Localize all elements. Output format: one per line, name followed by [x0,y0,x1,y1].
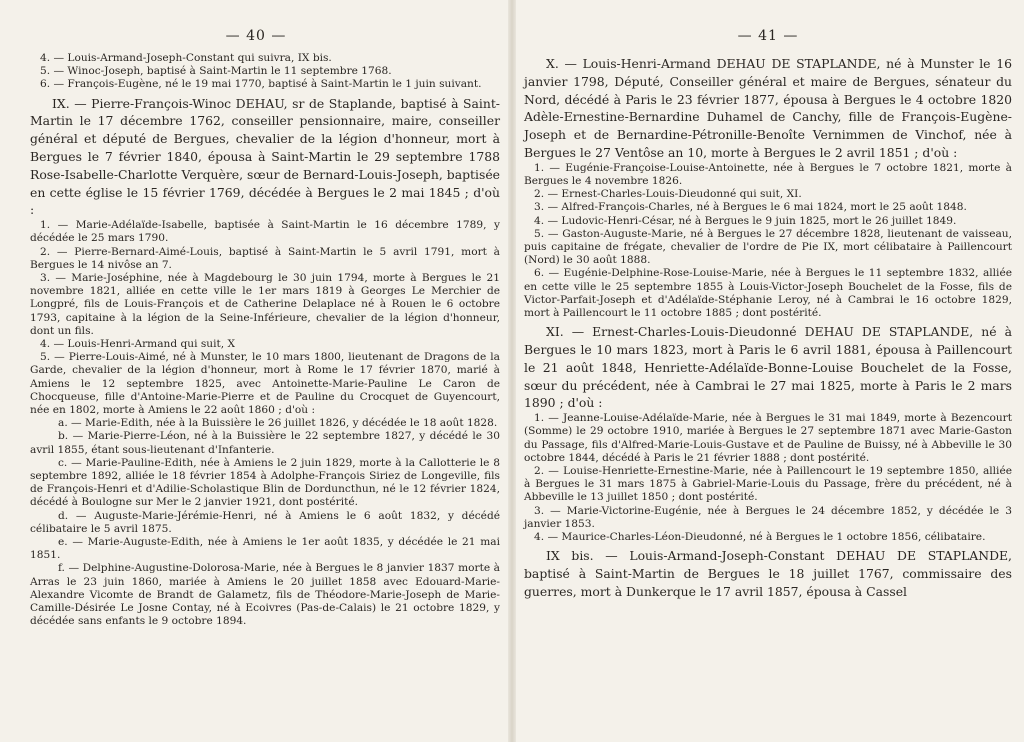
paragraph: 3. — Marie-Victorine-Eugénie, née à Bergues le 24 décembre 1852, y décédée le 3 janvier 1853. [524,504,1012,530]
page-number-left: — 40 — [225,28,287,44]
paragraph: 1. — Eugénie-Françoise-Louise-Antoinette, née à Bergues le 7 octobre 1821, morte à Bergues le 4 novembre 1826. [524,161,1012,187]
paragraph: 3. — Alfred-François-Charles, né à Bergues le 6 mai 1824, mort le 25 août 1848. [534,201,967,214]
paragraph: IX. — Pierre-François-Winoc DEHAU, sr de Staplande, baptisé à Saint-Martin le 17 décembre 1762, conseiller pensionnaire, maire, conseiller général et député de Bergues, chevalier de la légion d'honneur, mort à Bergues le 7 février 1840, épousa à Saint-Martin le 29 septembre 1788 Rose-Isabelle-Charlotte Verquère, sœur de Bernard-Louis-Joseph, baptisée en cette église le 15 février 1769, décédée à Bergues le 2 mai 1845 ; d'où : [30,95,500,218]
left-page-text [30,52,500,628]
paragraph: 3. — Marie-Joséphine, née à Magdebourg le 30 juin 1794, morte à Bergues le 21 novembre 1821, alliée en cette ville le 1er mars 1819 à Georges Le Merchier de Longpré, fils de Louis-François et de Catherine Delaplace né à Rouen le 6 octobre 1793, capitaine à la légion de la Seine-Inférieure, chevalier de la légion d'honneur, dont un fils. [30,272,500,337]
paragraph: 6. — Eugénie-Delphine-Rose-Louise-Marie, née à Bergues le 11 septembre 1832, alliée en cette ville le 25 septembre 1855 à Louis-Victor-Joseph Bouchelet de la Fosse, fils de Victor-Parfait-Joseph et d'Adélaïde-Stéphanie Leroy, né à Cambrai le 16 octobre 1829, mort à Paillencourt le 11 octobre 1885 ; dont postérité. [524,267,1012,320]
paragraph: b. — Marie-Pierre-Léon, né à la Buissière le 22 septembre 1827, y décédé le 30 avril 1855, étant sous-lieutenant d'Infanterie. [30,430,500,456]
paragraph: 2. — Ernest-Charles-Louis-Dieudonné qui suit, XI. [534,188,802,201]
paragraph: 6. — François-Eugène, né le 19 mai 1770, baptisé à Saint-Martin le 1 juin suivant. [40,78,482,91]
paragraph: 4. — Louis-Armand-Joseph-Constant qui suivra, IX bis. [40,52,332,64]
paragraph: 5. — Gaston-Auguste-Marie, né à Bergues le 27 décembre 1828, lieutenant de vaisseau, puis capitaine de frégate, chevalier de l'ordre de Pie IX, mort célibataire à Paillencourt (Nord) le 30 août 1888. [524,227,1012,267]
paragraph: 2. — Louise-Henriette-Ernestine-Marie, née à Paillencourt le 19 septembre 1850, alliée à Bergues le 31 mars 1875 à Gabriel-Marie-Louis du Passage, frère du précédent, né à Abbeville le 13 juillet 1850 ; dont postérité. [524,465,1012,504]
paragraph: f. — Delphine-Augustine-Dolorosa-Marie, née à Bergues le 8 janvier 1837 morte à Arras le 23 juin 1860, mariée à Amiens le 20 juillet 1858 avec Edouard-Marie-Alexandre Vicomte de Brandt de Galametz, fils de Théodore-Marie-Joseph de Marie-Camille-Désirée Le Josne Contay, né à Ecoivres (Pas-de-Calais) le 21 octobre 1829, y décédée sans enfants le 9 octobre 1894. [30,562,500,628]
paragraph: XI. — Ernest-Charles-Louis-Dieudonné DEHAU DE STAPLANDE, né à Bergues le 10 mars 1823, mort à Paris le 6 avril 1881, épousa à Paillencourt le 21 août 1848, Henriette-Adélaïde-Bonne-Louise Bouchelet de la Fosse, sœur du précédent, née à Cambrai le 27 mai 1825, morte à Paris le 2 mars 1890 ; d'où : [524,324,1012,411]
paragraph: X. — Louis-Henri-Armand DEHAU DE STAPLANDE, né à Munster le 16 janvier 1798, Député, Conseiller général et maire de Bergues, sénateur du Nord, décédé à Paris le 23 février 1877, épousa à Bergues le 4 octobre 1820 Adèle-Ernestine-Bernardine Duhamel de Canchy, fille de François-Eugène-Joseph et de Bernardine-Pétronille-Benoîte Vernimmen de Vinchof, née à Bergues le 27 Ventôse an 10, morte à Bergues le 2 avril 1851 ; d'où : [524,56,1012,160]
paragraph: 4. — Louis-Henri-Armand qui suit, X [40,338,236,351]
paragraph: 4. — Maurice-Charles-Léon-Dieudonné, né à Bergues le 1 octobre 1856, célibataire. [534,531,986,544]
paragraph: e. — Marie-Auguste-Edith, née à Amiens le 1er août 1835, y décédée le 21 mai 1851. [30,536,500,562]
paragraph: 4. — Ludovic-Henri-César, né à Bergues le 9 juin 1825, mort le 26 juillet 1849. [534,214,957,227]
paragraph: c. — Marie-Pauline-Edith, née à Amiens le 2 juin 1829, morte à la Callotterie le 8 septembre 1892, alliée le 18 février 1854 à Adolphe-François Siriez de Longeville, fils de François-Henri et d'Adilie-Scholastique Blin de Dorduncthun, né le 12 février 1824, décédé à Boulogne sur Mer le 2 janvier 1921, dont postérité. [30,456,500,509]
paragraph: d. — Auguste-Marie-Jérémie-Henri, né à Amiens le 6 août 1832, y décédé célibataire le 5 avril 1875. [30,509,500,535]
paragraph: 1. — Jeanne-Louise-Adélaïde-Marie, née à Bergues le 31 mai 1849, morte à Bezencourt (Somme) le 29 octobre 1910, mariée à Bergues le 27 septembre 1871 avec Marie-Gaston du Passage, fils d'Alfred-Marie-Louis-Gustave et de Pauline de Buissy, né à Abbeville le 30 octobre 1844, décédé à Paris le 21 février 1888 ; dont postérité. [524,412,1012,464]
right-page [512,0,1024,742]
paragraph: 5. — Pierre-Louis-Aimé, né à Munster, le 10 mars 1800, lieutenant de Dragons de la Garde, chevalier de la légion d'honneur, mort à Rome le 17 février 1870, marié à Amiens le 12 septembre 1825, avec Antoinette-Marie-Pauline Le Caron de Chocqueuse, fille d'Antoine-Marie-Pierre et de Pauline du Crocquet de Guyencourt, née en 1802, morte à Amiens le 22 août 1860 ; d'où : [30,351,500,417]
paragraph: IX bis. — Louis-Armand-Joseph-Constant DEHAU DE STAPLANDE, baptisé à Saint-Martin de Bergues le 18 juillet 1767, commissaire des guerres, mort à Dunkerque le 17 avril 1857, épousa à Cassel [524,548,1012,599]
right-page-text [524,52,1012,601]
paragraph: 2. — Pierre-Bernard-Aimé-Louis, baptisé à Saint-Martin le 5 avril 1791, mort à Bergues le 14 nivôse an 7. [30,245,500,271]
paragraph: a. — Marie-Edith, née à la Buissière le 26 juillet 1826, y décédée le 18 août 1828. [58,417,498,430]
page-number-right: — 41 — [737,28,799,44]
paragraph: 5. — Winoc-Joseph, baptisé à Saint-Martin le 11 septembre 1768. [40,65,392,78]
paragraph: 1. — Marie-Adélaïde-Isabelle, baptisée à Saint-Martin le 16 décembre 1789, y décédée le 25 mars 1790. [30,219,500,245]
